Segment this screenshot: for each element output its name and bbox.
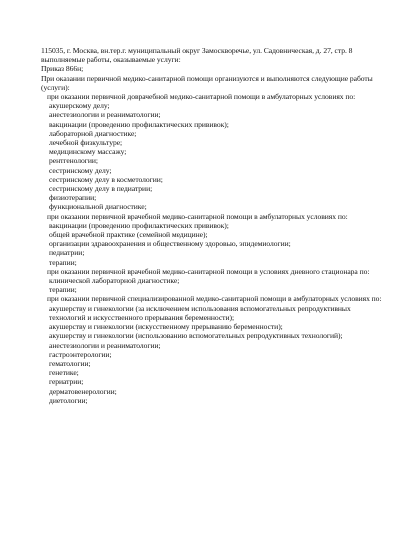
list-item: терапии; bbox=[49, 257, 77, 267]
section-heading: при оказании первичной врачебной медико-санитарной помощи в условиях дневного стационара по: bbox=[47, 266, 370, 276]
document-page bbox=[41, 46, 381, 405]
list-item: акушерству и гинекологии (использованию вспомогательных репродуктивных технологий); bbox=[49, 331, 343, 341]
list-item: генетике; bbox=[49, 368, 79, 378]
address-text: 115035, г. Москва, вн.тер.г. муниципальный округ Замоскворечье, ул. Садовническая, д. 27, стр. 8 bbox=[41, 46, 353, 55]
list-item: функциональной диагностике; bbox=[49, 202, 147, 212]
list-item: сестринскому делу; bbox=[49, 165, 112, 175]
works-heading: выполняемые работы, оказываемые услуги: bbox=[41, 55, 181, 65]
list-item: педиатрии; bbox=[49, 248, 85, 258]
list-item: клинической лабораторной диагностике; bbox=[49, 276, 180, 286]
list-item: медицинскому массажу; bbox=[49, 147, 127, 157]
list-item: акушерству и гинекологии (за исключением использования вспомогательных репродуктивных технологий и искусственного прерывания беременности); bbox=[49, 303, 351, 322]
section-heading: при оказании первичной доврачебной медико-санитарной помощи в амбулаторных условиях по: bbox=[47, 92, 356, 102]
list-item: сестринскому делу в косметологии; bbox=[49, 174, 163, 184]
list-item: диетологии; bbox=[49, 395, 88, 405]
list-item: анестезиологии и реаниматологии; bbox=[49, 110, 161, 120]
section-specialized-outpatient bbox=[41, 294, 381, 404]
section-physician-outpatient bbox=[41, 212, 381, 267]
section-prehospital-outpatient bbox=[41, 92, 381, 212]
list-item: лабораторной диагностике; bbox=[49, 128, 137, 138]
list-item: акушерству и гинекологии (искусственному прерыванию беременности); bbox=[49, 322, 283, 332]
list-item: анестезиологии и реаниматологии; bbox=[49, 340, 161, 350]
list-item: дерматовенерологии; bbox=[49, 386, 117, 396]
list-item: гериатрии; bbox=[49, 377, 84, 387]
list-item: сестринскому делу в педиатрии; bbox=[49, 184, 153, 194]
list-item: акушерскому делу; bbox=[49, 101, 110, 111]
list-item: физиотерапии; bbox=[49, 193, 97, 203]
section-heading: при оказании первичной врачебной медико-санитарной помощи в амбулаторных условиях по: bbox=[47, 211, 348, 221]
list-item: гастроэнтерологии; bbox=[49, 349, 112, 359]
order-reference: Приказ 866н; bbox=[41, 64, 84, 74]
list-item: организации здравоохранения и общественному здоровью, эпидемиологии; bbox=[49, 239, 291, 249]
list-item: гематологии; bbox=[49, 358, 91, 368]
list-item: общей врачебной практике (семейной медицине); bbox=[49, 230, 208, 240]
list-item: рентгенологии; bbox=[49, 156, 98, 166]
list-item: терапии; bbox=[49, 285, 77, 295]
section-heading: при оказании первичной специализированной медико-санитарной помощи в амбулаторных условиях по: bbox=[47, 294, 382, 304]
list-item: вакцинации (проведению профилактических прививок); bbox=[49, 119, 229, 129]
list-item: вакцинации (проведению профилактических прививок); bbox=[49, 220, 229, 230]
section-physician-day-hospital bbox=[41, 267, 381, 295]
list-item: лечебной физкультуре; bbox=[49, 138, 123, 148]
intro-text: При оказании первичной медико-санитарной помощи организуются и выполняются следующие работы (услуги): bbox=[41, 73, 373, 92]
